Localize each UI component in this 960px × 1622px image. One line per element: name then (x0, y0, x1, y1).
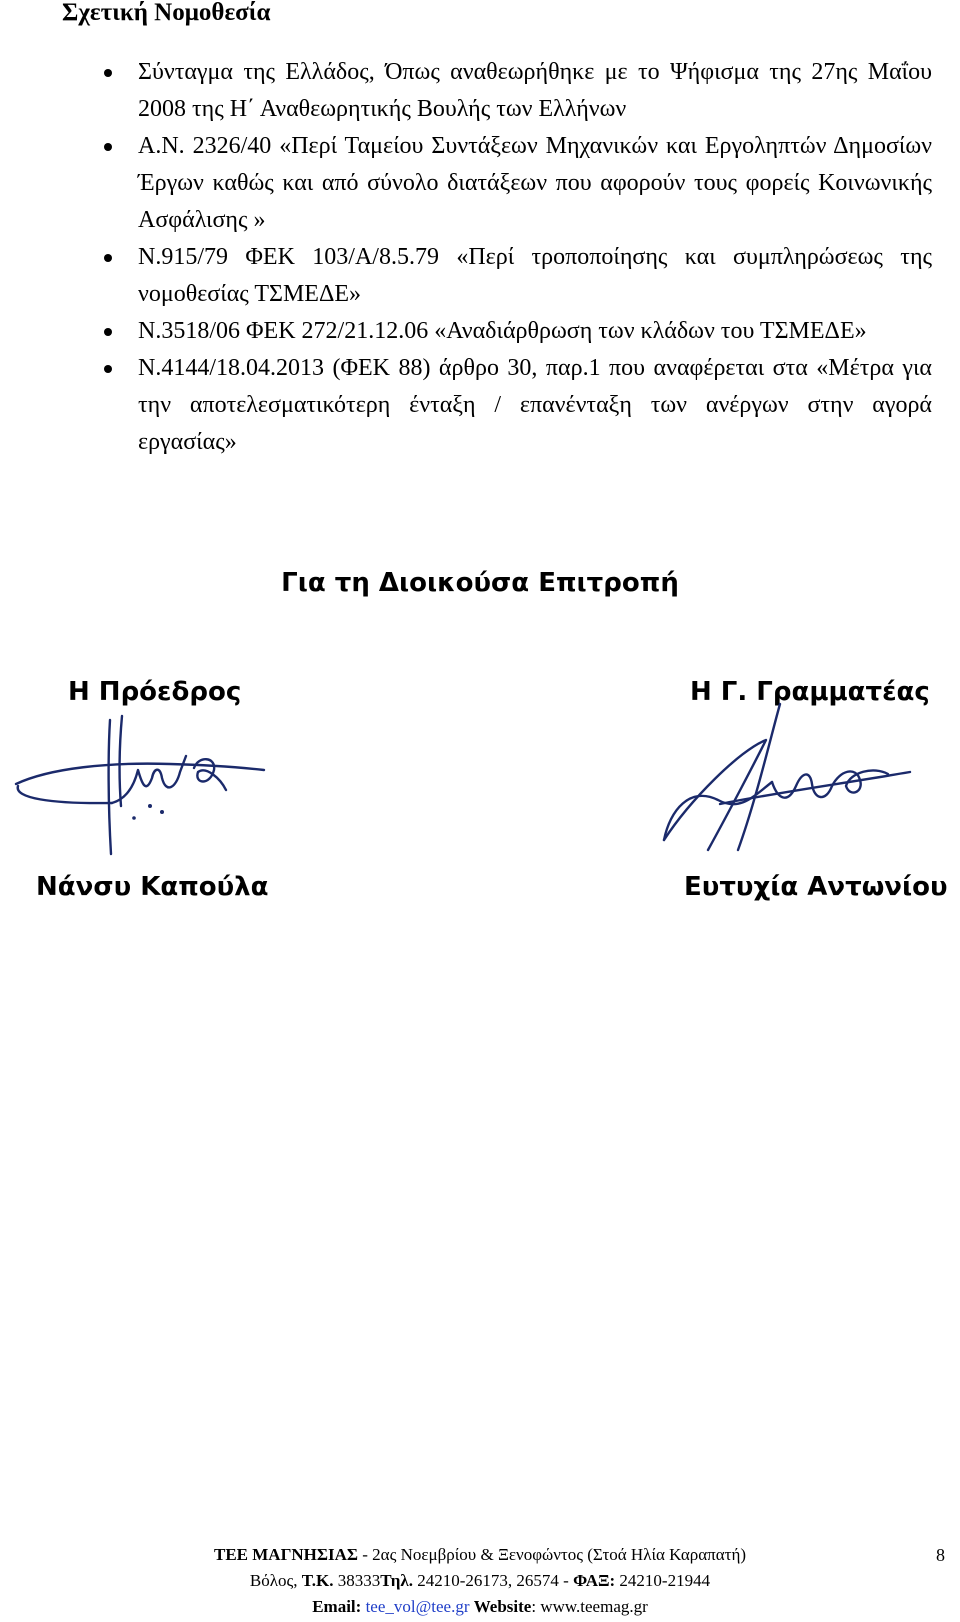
footer-postal-code: 38333 (333, 1571, 381, 1590)
footer-email-label: Email: (312, 1597, 362, 1616)
legislation-item: Α.Ν. 2326/40 «Περί Ταμείου Συντάξεων Μηχανικών και Εργοληπτών Δημοσίων Έργων καθώς και από σύνολο διατάξεων που αφορούν τους φορείς Κοινωνικής Ασφάλισης » (96, 128, 932, 239)
legislation-item: Ν.3518/06 ΦΕΚ 272/21.12.06 «Αναδιάρθρωση των κλάδων του ΤΣΜΕΔΕ» (96, 313, 932, 350)
page-number: 8 (936, 1545, 945, 1565)
president-role: Η Πρόεδρος (68, 677, 242, 707)
footer-contact-line (0, 1570, 960, 1592)
footer-phone-label: Τηλ. (380, 1571, 414, 1590)
secretary-name: Ευτυχία Αντωνίου (684, 872, 948, 902)
section-title: Σχετική Νομοθεσία (62, 0, 271, 26)
footer-postal-label: Τ.Κ. (301, 1571, 334, 1590)
footer-address: - 2ας Νοεμβρίου & Ξενοφώντος (Στοά Ηλία Καραπατή) (358, 1545, 747, 1564)
footer-fax: 24210-21944 (615, 1571, 711, 1590)
president-signature-image (10, 708, 272, 858)
footer-email-link[interactable]: tee_vol@tee.gr (365, 1597, 470, 1616)
footer-address-line (0, 1544, 960, 1566)
secretary-role: Η Γ. Γραμματέας (690, 677, 930, 707)
legislation-item: Ν.4144/18.04.2013 (ΦΕΚ 88) άρθρο 30, παρ.1 που αναφέρεται στα «Μέτρα για την αποτελεσματικότερη ένταξη / επανένταξη των ανέργων στην αγορά εργασίας» (96, 350, 932, 461)
president-name: Νάνσυ Καπούλα (36, 872, 269, 902)
legislation-item: Ν.915/79 ΦΕΚ 103/Α/8.5.79 «Περί τροποποίησης και συμπληρώσεως της νομοθεσίας ΤΣΜΕΔΕ» (96, 239, 932, 313)
legislation-list (96, 54, 932, 461)
legislation-item: Σύνταγμα της Ελλάδος, Όπως αναθεωρήθηκε με το Ψήφισμα της 27ης Μαΐου 2008 της Η΄ Αναθεωρητικής Βουλής των Ελλήνων (96, 54, 932, 128)
secretary-signature-image (660, 700, 920, 860)
footer-org: ΤΕΕ ΜΑΓΝΗΣΙΑΣ (213, 1545, 359, 1564)
footer-website[interactable]: : www.teemag.gr (531, 1597, 648, 1616)
footer-phone: 24210-26173, 26574 - (413, 1571, 574, 1590)
footer-city: Βόλος, (249, 1571, 302, 1590)
footer-fax-label: ΦΑΞ: (573, 1571, 616, 1590)
footer-website-label: Website (473, 1597, 532, 1616)
footer-web-line (0, 1596, 960, 1618)
committee-title: Για τη Διοικούσα Επιτροπή (281, 568, 679, 598)
